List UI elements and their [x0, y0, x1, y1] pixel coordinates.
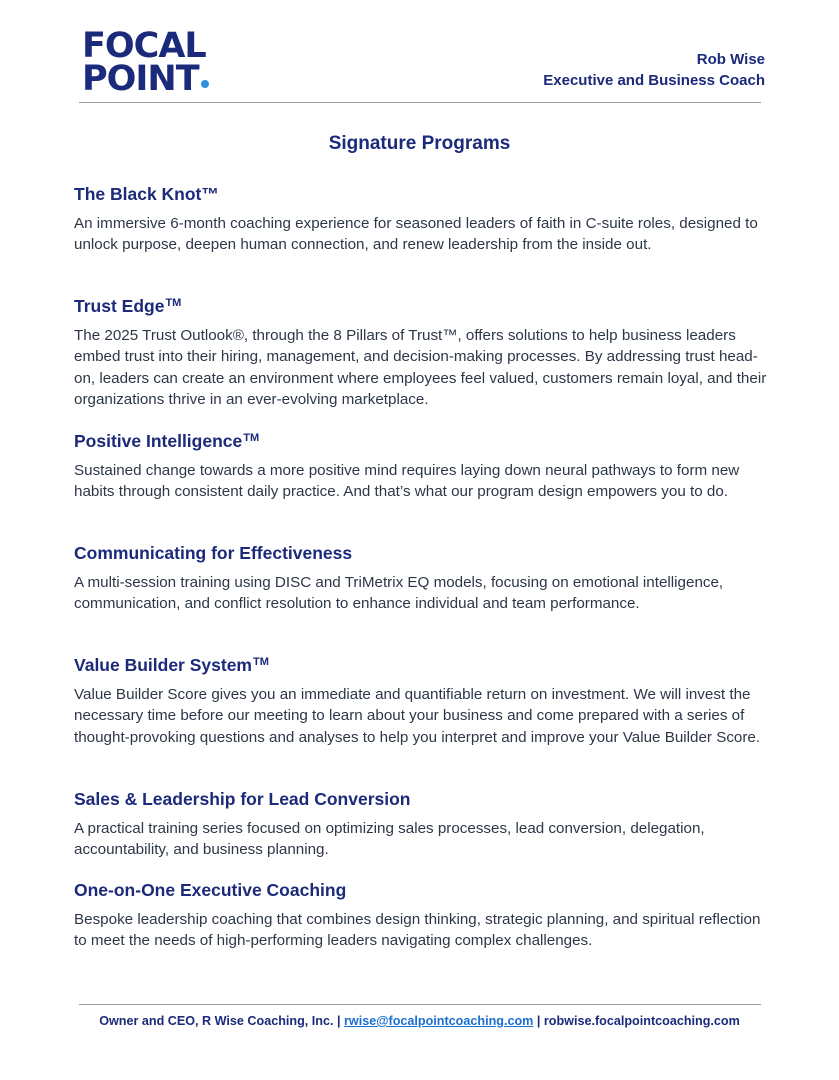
program-title-text: Trust Edge [74, 296, 165, 316]
program-description: A multi-session training using DISC and TriMetrix EQ models, focusing on emotional intelligence, communication, and conflict resolution to enhance individual and team performance. [74, 574, 724, 613]
program-description: Sustained change towards a more positive mind requires laying down neural pathways to form new habits through consistent daily practice. And that’s what our program design empowers you to do. [74, 462, 740, 501]
trademark-mark: TM [165, 297, 182, 309]
program-title [74, 876, 774, 901]
program-title-text: Value Builder System [74, 655, 252, 675]
focal-point-logo [82, 26, 212, 99]
program-trust-edge [74, 292, 774, 410]
program-description: An immersive 6-month coaching experience for seasoned leaders of faith in C-suite roles, designed to unlock purpose, deepen human connection, and renew leadership from the inside out. [74, 215, 758, 254]
program-executive-coaching [74, 876, 774, 952]
program-value-builder-system [74, 651, 774, 748]
program-title [74, 292, 774, 317]
program-description: A practical training series focused on optimizing sales processes, lead conversion, delegation, accountability, and business planning. [74, 820, 705, 859]
trademark-mark: TM [253, 656, 269, 668]
program-title [74, 539, 774, 564]
program-sales-leadership [74, 785, 774, 861]
header-contact [543, 49, 765, 91]
program-title [74, 785, 774, 810]
trademark-mark: TM [243, 432, 260, 444]
program-description: The 2025 Trust Outlook®, through the 8 Pillars of Trust™, offers solutions to help business leaders embed trust into their hiring, management, and decision-making processes. By addressing trust head-on, leaders can create an environment where employees feel valued, customers remain loyal, and their organizations thrive in an ever-evolving marketplace. [74, 327, 767, 408]
program-description: Bespoke leadership coaching that combines design thinking, strategic planning, and spiritual reflection to meet the needs of high-performing leaders navigating complex challenges. [74, 911, 761, 950]
program-title [74, 651, 774, 676]
footer-website: | robwise.focalpointcoaching.com [536, 1014, 740, 1028]
header-name: Rob Wise [696, 51, 765, 68]
footer [0, 1014, 839, 1028]
logo-line-2-text: POINT [82, 59, 199, 99]
logo-line-2 [82, 59, 212, 99]
program-black-knot [74, 180, 774, 256]
program-title-text: Sales & Leadership for Lead Conversion [74, 789, 411, 809]
program-description: Value Builder Score gives you an immediate and quantifiable return on investment. We will invest the necessary time before our meeting to learn about your business and come prepared with a series of thought-provoking questions and analyses to help you interpret and improve your Value Builder Score. [74, 686, 761, 746]
footer-owner: Owner and CEO, R Wise Coaching, Inc. | [99, 1014, 341, 1028]
program-positive-intelligence [74, 427, 774, 503]
logo-line-1: FOCAL [82, 26, 206, 66]
footer-email-link[interactable]: rwise@focalpointcoaching.com [344, 1014, 534, 1028]
footer-divider [79, 1004, 761, 1005]
program-title-text: Positive Intelligence [74, 431, 243, 451]
program-title-text: Communicating for Effectiveness [74, 543, 353, 563]
header-role: Executive and Business Coach [543, 72, 765, 89]
page-title: Signature Programs [328, 133, 511, 154]
program-title-text: One-on-One Executive Coaching [74, 880, 347, 900]
logo-dot-icon [201, 80, 209, 88]
program-title [74, 427, 774, 452]
program-communicating-for-effectiveness [74, 539, 774, 615]
header-divider [79, 102, 761, 103]
program-title-text: The Black Knot™ [74, 184, 219, 204]
program-title [74, 180, 774, 205]
